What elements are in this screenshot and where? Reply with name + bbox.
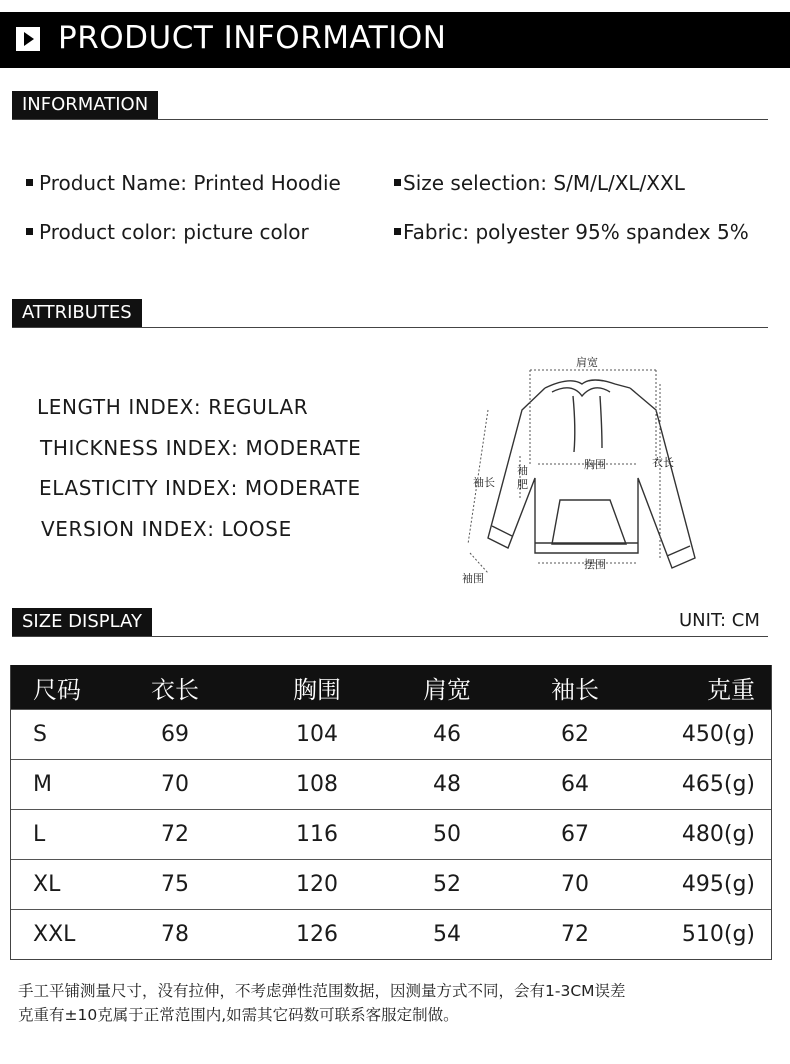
header-size: 尺码	[33, 675, 81, 704]
section-header-attributes: ATTRIBUTES	[12, 299, 142, 327]
cell-size: XXL	[33, 922, 76, 947]
page-banner	[0, 12, 790, 68]
size-table	[10, 665, 772, 960]
bullet-icon	[26, 228, 33, 235]
table-row	[11, 759, 771, 809]
cell-length: 70	[161, 772, 189, 797]
cell-sleeve: 70	[561, 872, 589, 897]
section-header-size-display: SIZE DISPLAY	[12, 608, 152, 636]
cell-length: 75	[161, 872, 189, 897]
bullet-icon	[394, 228, 401, 235]
table-row	[11, 909, 771, 959]
section-divider	[12, 636, 768, 637]
section-header-information: INFORMATION	[12, 91, 158, 119]
cell-size: M	[33, 772, 52, 797]
measurement-note: 手工平铺测量尺寸，没有拉伸，不考虑弹性范围数据，因测量方式不同，会有1-3CM误差	[18, 982, 626, 1000]
attr-version: VERSION INDEX: LOOSE	[41, 517, 292, 541]
table-row	[11, 859, 771, 909]
cell-size: S	[33, 722, 47, 747]
cell-weight: 450(g)	[681, 722, 755, 747]
bullet-icon	[26, 179, 33, 186]
label-chest: 胸围	[584, 458, 606, 471]
cell-size: XL	[33, 872, 61, 897]
cell-shoulder: 48	[433, 772, 461, 797]
cell-sleeve: 72	[561, 922, 589, 947]
cell-weight: 480(g)	[681, 822, 755, 847]
cell-chest: 120	[296, 872, 338, 897]
info-size-selection: Size selection: S/M/L/XL/XXL	[394, 171, 685, 195]
info-product-name: Product Name: Printed Hoodie	[26, 171, 341, 195]
section-divider	[12, 327, 768, 328]
cell-weight: 495(g)	[681, 872, 755, 897]
header-shoulder: 肩宽	[423, 675, 471, 704]
hoodie-diagram	[460, 348, 710, 593]
cell-chest: 126	[296, 922, 338, 947]
cell-shoulder: 52	[433, 872, 461, 897]
info-fabric: Fabric: polyester 95% spandex 5%	[394, 220, 749, 244]
cell-chest: 104	[296, 722, 338, 747]
cell-chest: 108	[296, 772, 338, 797]
header-weight: 克重	[707, 675, 755, 704]
cell-length: 78	[161, 922, 189, 947]
label-length: 衣长	[652, 456, 674, 469]
cell-shoulder: 46	[433, 722, 461, 747]
header-length: 衣长	[151, 675, 199, 704]
cell-length: 72	[161, 822, 189, 847]
label-bicep-2: 肥	[517, 478, 528, 491]
bullet-icon	[394, 179, 401, 186]
header-chest: 胸围	[293, 675, 341, 704]
weight-note: 克重有±10克属于正常范围内,如需其它码数可联系客服定制做。	[18, 1006, 459, 1024]
cell-shoulder: 50	[433, 822, 461, 847]
cell-weight: 465(g)	[681, 772, 755, 797]
cell-chest: 116	[296, 822, 338, 847]
table-row	[11, 709, 771, 759]
cell-sleeve: 62	[561, 722, 589, 747]
label-bicep-1: 袖	[517, 464, 528, 477]
cell-length: 69	[161, 722, 189, 747]
attr-thickness: THICKNESS INDEX: MODERATE	[40, 436, 362, 460]
unit-label: UNIT: CM	[679, 610, 760, 631]
attr-length: LENGTH INDEX: REGULAR	[37, 395, 309, 419]
cell-sleeve: 64	[561, 772, 589, 797]
cell-shoulder: 54	[433, 922, 461, 947]
cell-size: L	[33, 822, 46, 847]
attr-elasticity: ELASTICITY INDEX: MODERATE	[39, 476, 361, 500]
cell-weight: 510(g)	[681, 922, 755, 947]
section-divider	[12, 119, 768, 120]
label-sleeve: 袖长	[473, 476, 495, 489]
cell-sleeve: 67	[561, 822, 589, 847]
header-sleeve: 袖长	[551, 675, 599, 704]
table-row	[11, 809, 771, 859]
label-shoulder: 肩宽	[576, 356, 598, 369]
label-hem: 摆围	[584, 558, 606, 571]
label-cuff: 袖围	[462, 572, 484, 585]
info-product-color: Product color: picture color	[26, 220, 309, 244]
page-title: PRODUCT INFORMATION	[58, 20, 447, 56]
play-arrow-icon	[16, 27, 40, 51]
table-header-row	[11, 665, 771, 709]
